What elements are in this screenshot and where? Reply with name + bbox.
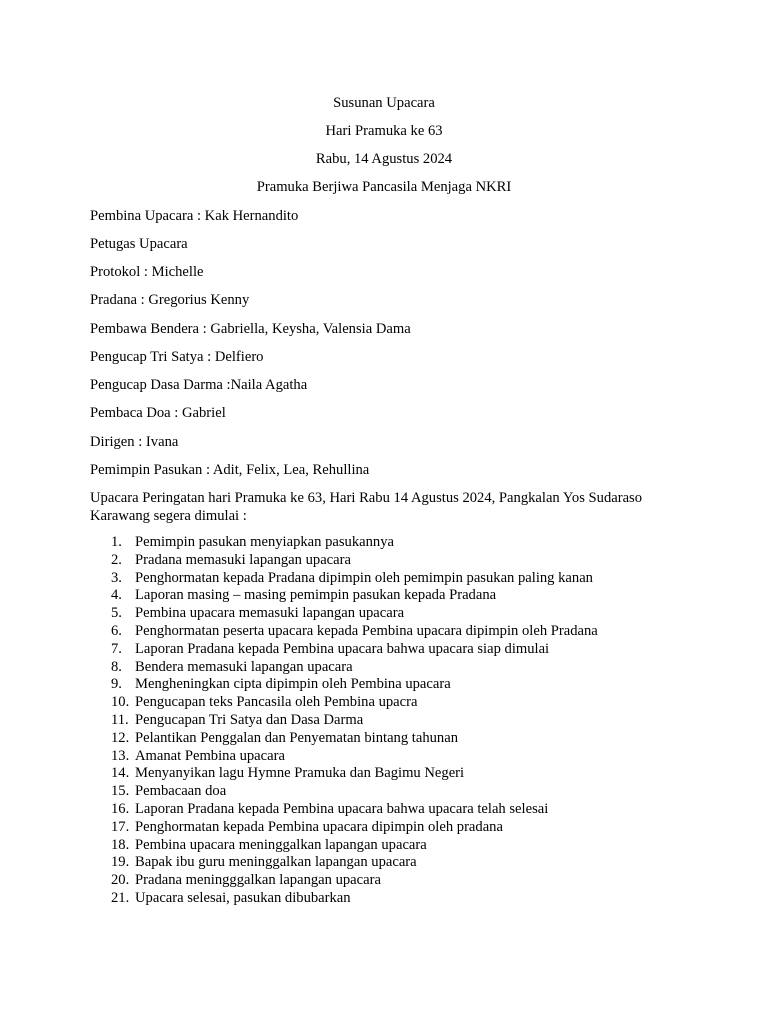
agenda-item-number: 4. — [111, 587, 122, 604]
agenda-item — [90, 694, 690, 712]
agenda-item-text: Laporan masing – masing pemimpin pasukan kepada Pradana — [135, 587, 497, 604]
agenda-item — [90, 623, 690, 641]
protokol: Protokol : Michelle — [90, 264, 204, 280]
agenda-item-text: Mengheningkan cipta dipimpin oleh Pembina upacara — [135, 676, 451, 693]
agenda-item — [90, 712, 690, 730]
agenda-item-text: Pradana meningggalkan lapangan upacara — [135, 872, 381, 889]
agenda-item-text: Pembacaan doa — [135, 783, 227, 800]
agenda-item-text: Menyanyikan lagu Hymne Pramuka dan Bagimu Negeri — [135, 765, 465, 782]
agenda-item — [90, 570, 690, 588]
agenda-item-text: Pelantikan Penggalan dan Penyematan bintang tahunan — [135, 729, 459, 746]
agenda-item — [90, 872, 690, 890]
agenda-item-text: Bapak ibu guru meninggalkan lapangan upacara — [135, 854, 417, 871]
pembaca-doa: Pembaca Doa : Gabriel — [90, 405, 226, 421]
agenda-item-number: 21. — [111, 889, 130, 906]
event-name: Hari Pramuka ke 63 — [325, 123, 443, 139]
intro-line-1: Upacara Peringatan hari Pramuka ke 63, Hari Rabu 14 Agustus 2024, Pangkalan Yos Sudaraso — [90, 490, 643, 506]
pengucap-tri-satya: Pengucap Tri Satya : Delfiero — [90, 349, 264, 365]
agenda-item-text: Laporan Pradana kepada Pembina upacara bahwa upacara siap dimulai — [135, 640, 550, 657]
agenda-item-number: 8. — [111, 658, 122, 675]
agenda-item-number: 18. — [111, 836, 130, 853]
agenda-item — [90, 659, 690, 677]
agenda-item — [90, 641, 690, 659]
agenda-item — [90, 730, 690, 748]
agenda-item-number: 16. — [111, 800, 130, 817]
agenda-item-text: Penghormatan kepada Pembina upacara dipimpin oleh pradana — [135, 818, 503, 835]
agenda-item-text: Pemimpin pasukan menyiapkan pasukannya — [135, 534, 394, 550]
agenda-item — [90, 676, 690, 694]
agenda-item-number: 12. — [111, 729, 130, 746]
agenda-item — [90, 748, 690, 766]
agenda-item-text: Pengucapan teks Pancasila oleh Pembina upacra — [135, 694, 418, 711]
agenda-item-number: 3. — [111, 569, 122, 586]
agenda-item-text: Pembina upacara memasuki lapangan upacara — [135, 605, 405, 622]
agenda-item-text: Amanat Pembina upacara — [135, 747, 285, 764]
agenda-item-number: 1. — [111, 534, 122, 550]
agenda-item-text: Bendera memasuki lapangan upacara — [135, 658, 353, 675]
agenda-item-number: 11. — [111, 711, 129, 728]
agenda-item-text: Upacara selesai, pasukan dibubarkan — [135, 889, 351, 906]
agenda-item — [90, 801, 690, 819]
agenda-item-number: 7. — [111, 640, 122, 657]
agenda-list — [90, 534, 690, 908]
agenda-item — [90, 605, 690, 623]
agenda-item — [90, 783, 690, 801]
agenda-item-number: 20. — [111, 872, 130, 889]
agenda-item-text: Pengucapan Tri Satya dan Dasa Darma — [135, 711, 364, 728]
agenda-item-number: 19. — [111, 854, 130, 871]
event-date: Rabu, 14 Agustus 2024 — [315, 151, 453, 167]
pradana: Pradana : Gregorius Kenny — [90, 292, 250, 308]
agenda-item-text: Penghormatan peserta upacara kepada Pembina upacara dipimpin oleh Pradana — [135, 622, 598, 639]
petugas-heading: Petugas Upacara — [90, 236, 188, 252]
pengucap-dasa-darma: Pengucap Dasa Darma :Naila Agatha — [90, 377, 308, 393]
agenda-item-number: 10. — [111, 694, 130, 711]
dirigen: Dirigen : Ivana — [90, 434, 179, 450]
agenda-item-number: 17. — [111, 818, 130, 835]
pembina-upacara: Pembina Upacara : Kak Hernandito — [90, 208, 299, 224]
agenda-item — [90, 819, 690, 837]
agenda-item-text: Laporan Pradana kepada Pembina upacara bahwa upacara telah selesai — [135, 800, 549, 817]
agenda-item — [90, 587, 690, 605]
agenda-item-text: Penghormatan kepada Pradana dipimpin oleh pemimpin pasukan paling kanan — [135, 569, 593, 586]
agenda-item-number: 9. — [111, 676, 122, 693]
agenda-item — [90, 534, 690, 552]
agenda-item-text: Pradana memasuki lapangan upacara — [135, 551, 351, 568]
agenda-item-number: 14. — [111, 765, 130, 782]
agenda-item-number: 15. — [111, 783, 130, 800]
event-theme: Pramuka Berjiwa Pancasila Menjaga NKRI — [256, 179, 512, 195]
pemimpin-pasukan: Pemimpin Pasukan : Adit, Felix, Lea, Rehullina — [90, 462, 370, 478]
agenda-item-number: 5. — [111, 605, 122, 622]
agenda-item — [90, 854, 690, 872]
agenda-item-number: 2. — [111, 551, 122, 568]
agenda-item — [90, 765, 690, 783]
pembawa-bendera: Pembawa Bendera : Gabriella, Keysha, Valensia Dama — [90, 321, 411, 337]
intro-line-2: Karawang segera dimulai : — [90, 508, 247, 524]
agenda-item — [90, 552, 690, 570]
agenda-item-number: 13. — [111, 747, 130, 764]
agenda-item — [90, 837, 690, 855]
document-title: Susunan Upacara — [333, 95, 435, 111]
agenda-item — [90, 890, 690, 908]
agenda-item-text: Pembina upacara meninggalkan lapangan upacara — [135, 836, 427, 853]
agenda-item-number: 6. — [111, 622, 122, 639]
